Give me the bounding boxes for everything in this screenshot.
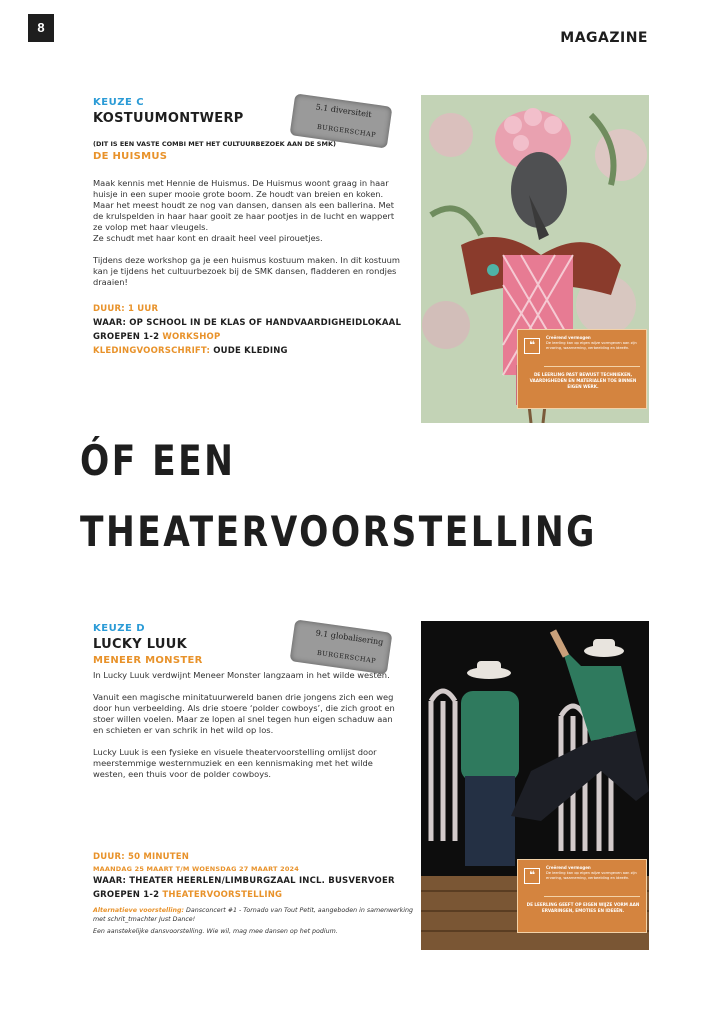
competence-card: ❝ Creërend vermogen De leerling kan op eigen wijze vormgeven aan zijn ervaring, waarneming, verbeelding en ideeën. DE LEERLING GEEFT OP EIGEN WIJZE VORM AAN ERVARINGEN, EMOTIES EN IDEEËN. [517, 859, 647, 933]
paragraph: Lucky Luuk is een fysieke en visuele theatervoorstelling omlijst door meerstemmige westernmuziek en een kennismaking met het wilde westen, een thuis voor de polder cowboys. [93, 747, 377, 779]
duration: DUUR: 50 MINUTEN [93, 852, 190, 862]
alternative-note: Een aanstekelijke dansvoorstelling. Wie wil, mag mee dansen op het podium. [93, 928, 338, 935]
headline-line-2: THEATERVOORSTELLING [80, 507, 597, 556]
show-title: LUCKY LUUK [93, 637, 187, 652]
competence-card: ❝ Creërend vermogen De leerling kan op eigen wijze vormgeven aan zijn ervaring, waarneming, verbeelding en ideeën. DE LEERLING PAST BEWUST TECHNIEKEN, VAARDIGHEDEN EN MATERIALEN TOE BINNEN EIGEN WERK. [517, 329, 647, 409]
keuze-label: KEUZE C [93, 97, 145, 108]
paragraph: Maar het meest houdt ze nog van dansen, dansen als een ballerina. Met de krulspelden in haar haar gooit ze haar pootjes in de lucht en wappert ze volop met haar vleugels. [93, 200, 395, 232]
duration: DUUR: 1 UUR [93, 304, 159, 314]
divider [544, 896, 640, 897]
keuze-label: KEUZE D [93, 623, 146, 634]
show-subtitle: MENEER MONSTER [93, 655, 203, 666]
combi-note: (DIT IS EEN VASTE COMBI MET HET CULTUURBEZOEK AAN DE SMK) [93, 140, 336, 148]
paragraph: Tijdens deze workshop ga je een huismus kostuum maken. In dit kostuum kan je tijdens het cultuurbezoek bij de SMK dansen, fladderen en rondjes draaien! [93, 255, 400, 287]
paragraph: Vanuit een magische minitatuurwereld banen drie jongens zich een weg door hun verbeelding. Als drie stoere ‘polder cowboys’, die zich groot en stoer willen voelen. Maar ze lopen al snel tegen hun eigen schaduw aan en schieten er van schrik in het wild op los. [93, 692, 395, 735]
huismus-photo [421, 95, 649, 423]
quote-icon: ❝ [524, 338, 540, 354]
paragraph: In Lucky Luuk verdwijnt Meneer Monster langzaam in het wilde westen. [93, 670, 390, 680]
location: WAAR: OP SCHOOL IN DE KLAS OF HANDVAARDIGHEIDLOKAAL [93, 318, 402, 328]
description [93, 178, 403, 288]
cowboys-photo [421, 621, 649, 950]
groups: GROEPEN 1-2 WORKSHOP [93, 332, 221, 342]
alternative-show: Alternatieve voorstelling: Dansconcert #1 - Tornado van Tout Petit, aangeboden in samenwerking met schrit_tmachter Just Dance! [93, 907, 413, 923]
paragraph: Ze schudt met haar kont en draait heel veel pirouetjes. [93, 233, 323, 243]
headline-line-1: ÓF EEN [80, 436, 236, 485]
burgerschap-stamp: 5.1 diversiteit BURGERSCHAP [290, 93, 393, 148]
description [93, 670, 403, 780]
burgerschap-stamp: 9.1 globalisering BURGERSCHAP [290, 619, 393, 674]
workshop-details [93, 302, 403, 358]
workshop-subtitle: DE HUISMUS [93, 151, 168, 162]
workshop-title: KOSTUUMONTWERP [93, 111, 244, 126]
quote-icon: ❝ [524, 868, 540, 884]
paragraph: Maak kennis met Hennie de Huismus. De Huismus woont graag in haar huisje in een super mooie grote boom. Ze houdt van breien en koken. [93, 178, 389, 199]
show-details [93, 850, 413, 936]
groups: GROEPEN 1-2 THEATERVOORSTELLING [93, 890, 283, 900]
location: WAAR: THEATER HEERLEN/LIMBURGZAAL INCL. BUSVERVOER [93, 876, 395, 886]
dress-code: KLEDINGVOORSCHRIFT: OUDE KLEDING [93, 346, 288, 356]
divider [544, 366, 640, 367]
page-number: 8 [28, 14, 54, 42]
section-label: MAGAZINE [560, 30, 648, 46]
dates: MAANDAG 25 MAART T/M WOENSDAG 27 MAART 2024 [93, 865, 299, 873]
